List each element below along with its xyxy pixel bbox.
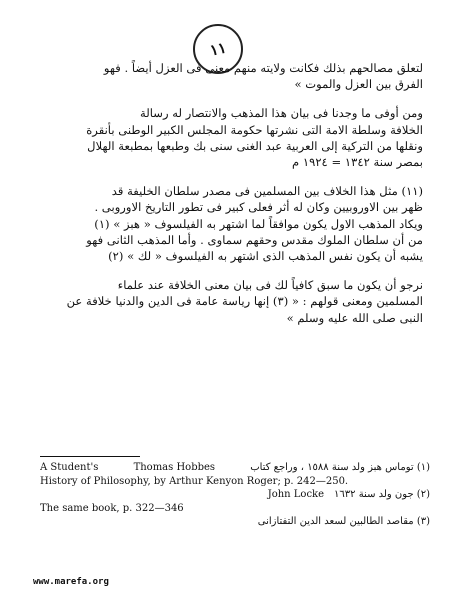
text-line: ونقلها من التركية إلى العربية عبد الغنى سنى بك وطبعها بمطبعة الهلال	[87, 138, 423, 153]
paragraph	[40, 60, 423, 92]
text-line: المسلمين ومعنى قولهم : « (٣) إنها رياسة عامة فى الدين والدنيا خلافة عن	[66, 294, 423, 309]
footnote-en: History of Philosophy, by Arthur Kenyon Roger; p. 242—250.	[40, 475, 349, 487]
footnote-en-name: Thomas Hobbes	[133, 462, 216, 473]
text-line: (١١) مثل هذا الخلاف بين المسلمين فى مصدر سلطان الخليفة قد	[111, 184, 423, 199]
footnote-ar: (١) توماس هبز ولد سنة ١٥٨٨ ، وراجع كتاب	[250, 462, 430, 473]
text-line: نرجو أن يكون ما سبق كافياً لك فى بيان معنى الخلافة عند علماء	[117, 278, 423, 293]
paragraph	[40, 183, 423, 264]
footnote-en-name: John Locke	[267, 489, 325, 500]
text-line: من أن سلطان الملوك مقدس وحقهم سماوى . وأما المذهب الثانى فهو	[86, 232, 423, 247]
paragraph	[40, 277, 423, 326]
text-line: ومن أوفى ما وجدنا فى بيان هذا المذهب والانتصار له رسالة	[140, 106, 423, 121]
text-line: ظهر بين الاوروبيين وكان له أثر فعلى كبير فى تطور التاريخ الاوروبى .	[94, 200, 423, 215]
footnote-ar: (٢) جون ولد سنة ١٦٣٢	[334, 489, 430, 500]
footnote-ar: (٣) مقاصد الطالبين لسعد الدين التفتازانى	[257, 516, 430, 527]
footnote-en: The same book, p. 322—346	[40, 502, 184, 514]
footnote-en: A Student's	[40, 462, 99, 473]
footnote-line	[40, 461, 430, 475]
footnotes	[40, 461, 430, 529]
site-url: www.marefa.org	[33, 577, 109, 587]
footnote-line	[40, 502, 430, 516]
footnote-line	[40, 515, 430, 529]
footnote-divider	[40, 456, 140, 457]
text-line: النبى صلى الله عليه وسلم »	[286, 310, 423, 325]
main-text	[40, 60, 423, 326]
paragraph	[40, 105, 423, 170]
text-line: لتعلق مصالحهم بذلك فكانت ولايته منهم معنى فى العزل أيضاً . فهو	[103, 61, 423, 75]
text-line: يشبه أن يكون نفس المذهب الذى اشتهر به الفيلسوف « لك » (٢)	[108, 249, 423, 264]
footnote-line	[40, 475, 430, 489]
footnote-line	[40, 488, 430, 502]
text-line: الفرق بين العزل والموت »	[294, 77, 423, 92]
text-line: بمصر سنة ١٣٤٢ = ١٩٢٤ م	[292, 155, 423, 170]
text-line: ويكاد المذهب الاول يكون موافقاً لما اشتهر به الفيلسوف « هبز » (١)	[94, 216, 423, 231]
page-number: ١١	[208, 38, 228, 60]
text-line: الخلافة وسلطة الامة التى نشرتها حكومة المجلس الكبير الوطنى بأنقرة	[86, 122, 423, 137]
